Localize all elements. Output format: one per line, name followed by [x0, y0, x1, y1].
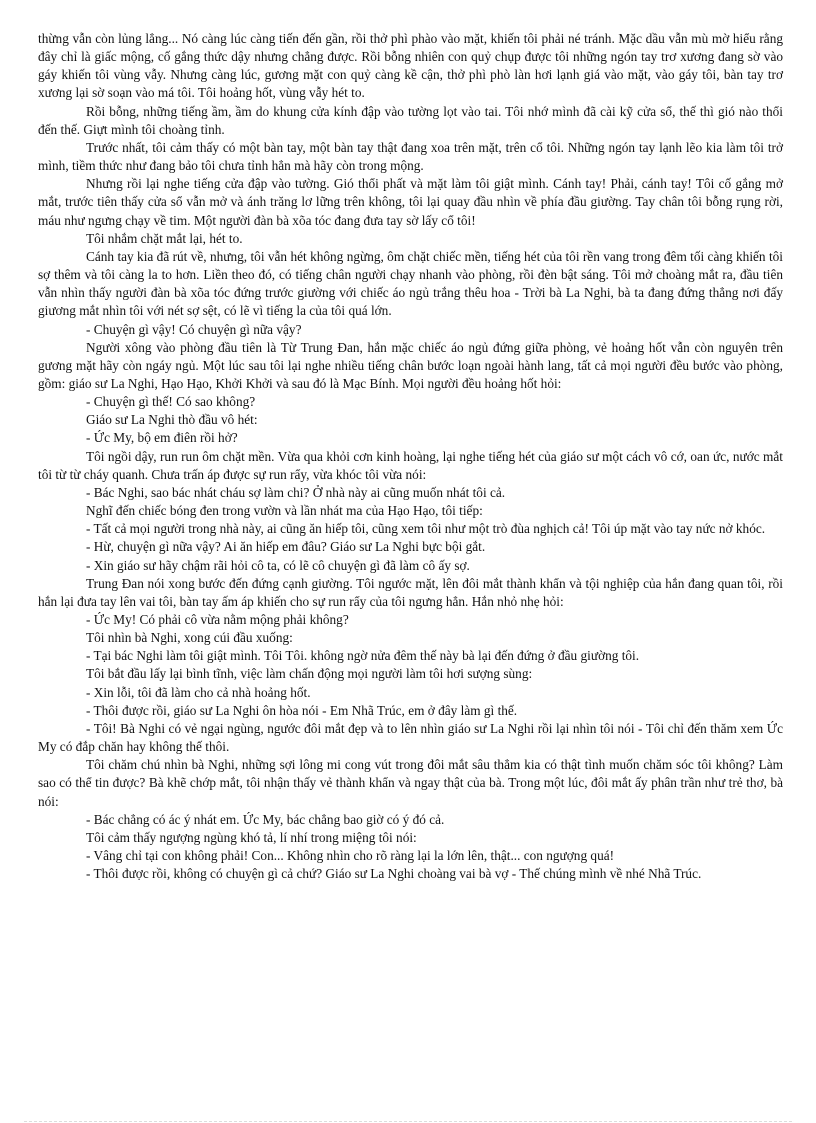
- paragraph: thừng vẫn còn lủng lẳng... Nó càng lúc càng tiến đến gần, rồi thở phì phào vào mặt, khiến tôi phải né tránh. Mặc dầu vẫn mù mờ hiểu rằng đây chỉ là giấc mộng, cố gắng thức dậy nhưng chẳng được. Rồi bỗng nhiên con quỷ chụp được tôi những ngón tay trơ xương đang sờ vào gáy khiến tôi vùng vẫy. Nhưng càng lúc, gương mặt con quỷ càng kề cận, thở phì phò làn hơi lạnh giá vào mặt, vào gáy tôi, bàn tay trơ xương lại sờ soạn vào má tôi. Tôi hoảng hốt, vùng vẫy hét to.: [38, 31, 783, 101]
- paragraph: Giáo sư La Nghi thò đầu vô hét:: [86, 412, 258, 428]
- dialogue-line: - Chuyện gì vậy! Có chuyện gì nữa vậy?: [86, 321, 302, 337]
- dialogue-line: - Bác chẳng có ác ý nhát em. Ức My, bác chẳng bao giờ có ý đó cả.: [86, 811, 445, 827]
- page-bottom-divider: [24, 1121, 792, 1122]
- paragraph: Tôi bắt đầu lấy lại bình tĩnh, việc làm chấn động mọi người làm tôi hơi sượng sùng:: [86, 666, 533, 682]
- dialogue-line: - Hừ, chuyện gì nữa vậy? Ai ăn hiếp em đâu? Giáo sư La Nghi bực bội gắt.: [86, 539, 486, 555]
- paragraph: Cánh tay kia đã rút về, nhưng, tôi vẫn hét không ngừng, ôm chặt chiếc mền, tiếng hét của tôi rền vang trong đêm tối càng khiến tôi sợ thêm và tôi càng la to hơn. Liền theo đó, có tiếng chân người chạy nhanh vào phòng, rồi đèn bật sáng. Tôi mở choàng mắt ra, đầu tiên vẫn nhìn thấy người đàn bà xõa tóc đứng trước giường với chiếc áo ngủ trắng thêu hoa - Trời bà La Nghi, bà ta đang đứng thẳng nơi đấy giương mắt nhìn tôi với nét sợ sệt, có lẽ vì tiếng la của tôi quá lớn.: [38, 248, 783, 319]
- document-page: [38, 30, 783, 883]
- paragraph: Nhưng rồi lại nghe tiếng cửa đập vào tường. Gió thổi phất và mặt làm tôi giật mình. Cánh tay! Phải, cánh tay! Tôi cố gắng mở mắt, trước tiên thấy cửa sổ vẫn mở và ánh trăng lơ lững trên không, tôi lại quay đầu nhìn về phía đầu giường. Tay chân tôi bỗng rụng rời, máu như ngưng chạy về tim. Một người đàn bà xõa tóc đang đưa tay sờ lấy cổ tôi!: [38, 176, 783, 228]
- dialogue-line: - Vâng chỉ tại con không phải! Con... Không nhìn cho rõ ràng lại la lớn lên, thật... con ngượng quá!: [86, 848, 615, 864]
- paragraph: Rồi bỗng, những tiếng ầm, ầm do khung cửa kính đập vào tường lọt vào tai. Tôi nhớ mình đã cài kỹ cửa sổ, thế thì gió nào thổi đến thế. Giựt mình tôi choàng tỉnh.: [38, 103, 783, 137]
- dialogue-line: - Tất cả mọi người trong nhà này, ai cũng ăn hiếp tôi, cũng xem tôi như một trò đùa nghịch cả! Tôi úp mặt vào tay nức nở khóc.: [86, 521, 766, 537]
- paragraph: Nghĩ đến chiếc bóng đen trong vườn và lần nhát ma của Hạo Hạo, tôi tiếp:: [86, 503, 483, 519]
- dialogue-line: - Thôi được rồi, không có chuyện gì cả chứ? Giáo sư La Nghi choàng vai bà vợ - Thế chúng mình về nhé Nhã Trúc.: [86, 866, 702, 882]
- paragraph: Trung Đan nói xong bước đến đứng cạnh giường. Tôi ngước mặt, lên đôi mắt thành khẩn và tội nghiệp của hắn đang quan tôi, rồi hắn lại đưa tay lên vai tôi, bàn tay ấm áp khiến cho sự run rẩy của tôi ngưng hẳn. Hắn nhỏ nhẹ hỏi:: [38, 575, 783, 609]
- dialogue-line: - Tôi! Bà Nghi có vẻ ngại ngùng, ngước đôi mắt đẹp và to lên nhìn giáo sư La Nghi rồi lại nhìn tôi nói - Tôi chỉ đến thăm xem Ức My có đắp chăn hay không thế thôi.: [38, 720, 783, 755]
- paragraph: Tôi cảm thấy ngượng ngùng khó tả, lí nhí trong miệng tôi nói:: [86, 829, 417, 845]
- dialogue-line: - Bác Nghi, sao bác nhát cháu sợ làm chi? Ở nhà này ai cũng muốn nhát tôi cả.: [86, 484, 506, 500]
- paragraph: Người xông vào phòng đầu tiên là Từ Trung Đan, hắn mặc chiếc áo ngủ đứng giữa phòng, vẻ hoảng hốt vẫn còn nguyên trên gương mặt hãy còn ngáy ngủ. Một lúc sau tôi lại nghe nhiều tiếng chân bước loạn ngoài hành lang, tất cả mọi người đều bước vào phòng, gồm: giáo sư La Nghi, Hạo Hạo, Khởi Khởi và sau đó là Mạc Bính. Mọi người đều hoảng hốt hỏi:: [38, 339, 783, 391]
- dialogue-line: - Xin lỗi, tôi đã làm cho cả nhà hoảng hốt.: [86, 684, 311, 700]
- paragraph: Tôi chăm chú nhìn bà Nghi, những sợi lông mi cong vút trong đôi mắt sâu thẳm kia có thật tình muốn chăm sóc tôi không? Làm sao có thể tin được? Bà khẽ chớp mắt, tôi nhận thấy vẻ thành khẩn và ngay thật của bà. Trong một lúc, đôi mắt ấy phân trần như trẻ thơ, bà nói:: [38, 757, 783, 809]
- paragraph: Tôi ngồi dậy, run run ôm chặt mền. Vừa qua khỏi cơn kinh hoàng, lại nghe tiếng hét của giáo sư một cách vô cớ, oan ức, nước mắt tôi từ từ cháy quanh. Chưa trấn áp được sự run rẩy, vừa khóc tôi vừa nói:: [38, 448, 783, 482]
- paragraph: Tôi nhắm chặt mắt lại, hét to.: [86, 230, 243, 246]
- dialogue-line: - Xin giáo sư hãy chậm rãi hỏi cô ta, có lẽ cô chuyện gì đã làm cô ấy sợ.: [86, 557, 470, 573]
- paragraph: Tôi nhìn bà Nghi, xong cúi đầu xuống:: [86, 630, 293, 646]
- dialogue-line: - Tại bác Nghi làm tôi giật mình. Tôi Tôi. không ngờ nửa đêm thế này bà lại đến đứng ở đầu giường tôi.: [86, 648, 640, 664]
- paragraph: Trước nhất, tôi cảm thấy có một bàn tay, một bàn tay thật đang xoa trên mặt, trên cổ tôi. Những ngón tay lạnh lẽo kia làm tôi trở mình, tiềm thức như đang bảo tôi chưa tỉnh hẳn mà hãy còn trong mộng.: [38, 139, 783, 174]
- dialogue-line: - Ức My! Có phải cô vừa nằm mộng phải không?: [86, 612, 349, 627]
- dialogue-line: - Chuyện gì thế! Có sao không?: [86, 394, 256, 410]
- dialogue-line: - Ức My, bộ em điên rồi hở?: [86, 430, 238, 446]
- dialogue-line: - Thôi được rồi, giáo sư La Nghi ôn hòa nói - Em Nhã Trúc, em ở đây làm gì thế.: [86, 702, 518, 718]
